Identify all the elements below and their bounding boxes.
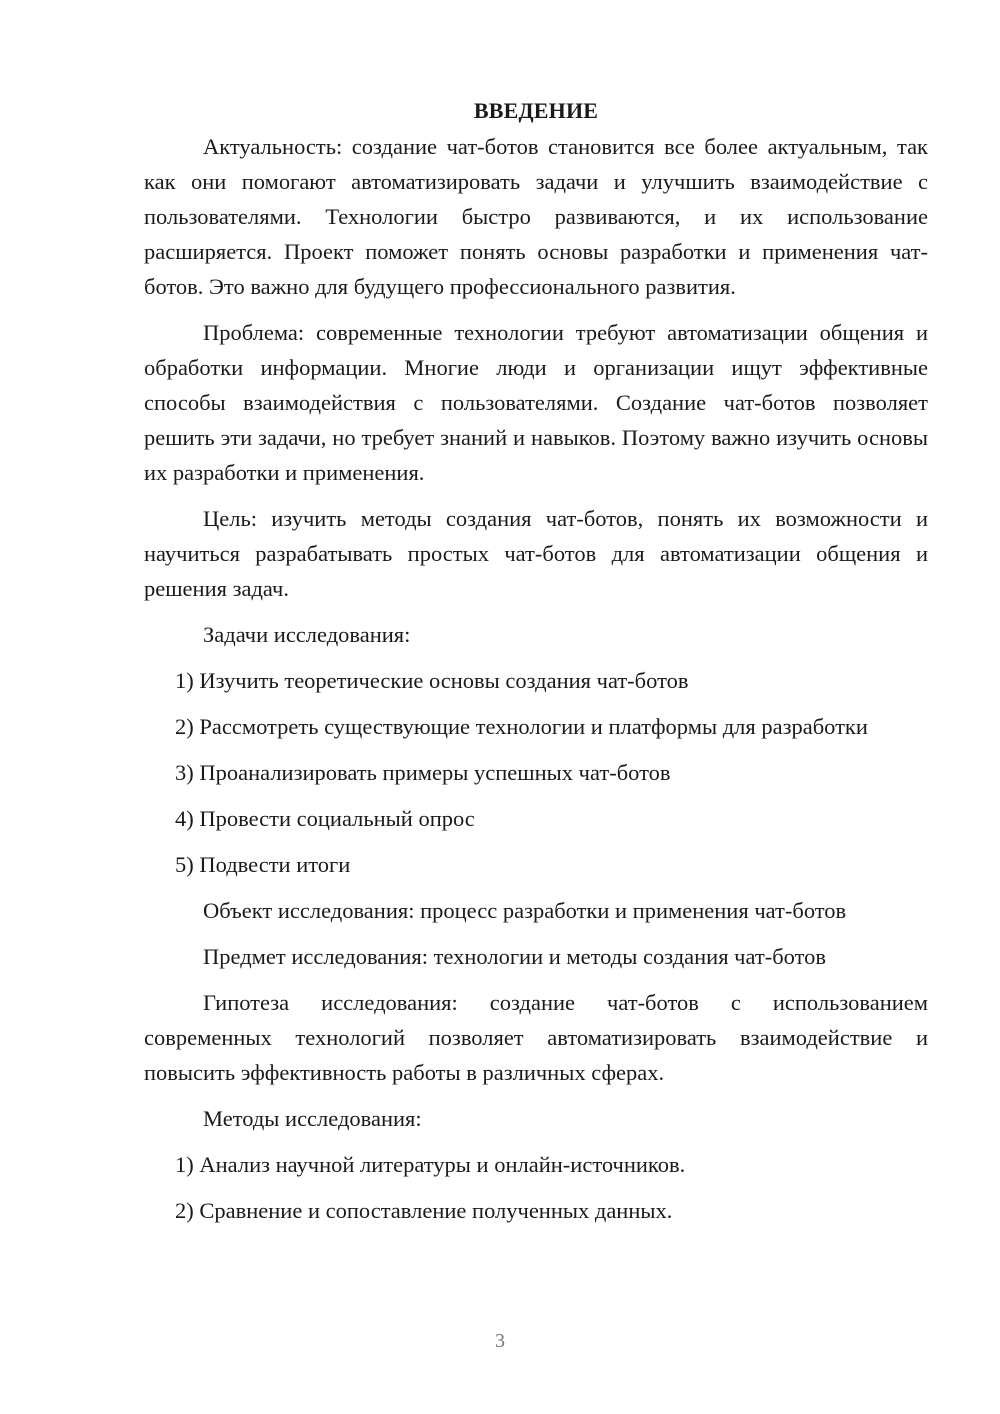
paragraph-goal: Цель: изучить методы создания чат-ботов, понять их возможности и научиться разрабатывать простых чат-ботов для автоматизации общения и решения задач. xyxy=(144,506,928,601)
paragraph-subject: Предмет исследования: технологии и методы создания чат-ботов xyxy=(203,944,827,969)
paragraph-tasks-heading: Задачи исследования: xyxy=(203,622,411,647)
method-item-2: 2) Сравнение и сопоставление полученных данных. xyxy=(175,1198,673,1223)
task-item-2: 2) Рассмотреть существующие технологии и платформы для разработки xyxy=(175,714,868,739)
task-item-5: 5) Подвести итоги xyxy=(175,852,351,877)
paragraph-methods-heading: Методы исследования: xyxy=(203,1106,422,1131)
paragraph-hypothesis: Гипотеза исследования: создание чат-ботов с использованием современных технологий позволяет автоматизировать взаимодействие и повысить эффективность работы в различных сферах. xyxy=(144,990,928,1085)
method-item-1: 1) Анализ научной литературы и онлайн-источников. xyxy=(175,1152,686,1177)
section-title: ВВЕДЕНИЕ xyxy=(473,98,599,123)
paragraph-object: Объект исследования: процесс разработки и применения чат-ботов xyxy=(203,898,847,923)
page-number: 3 xyxy=(495,1330,505,1352)
paragraph-problem: Проблема: современные технологии требуют автоматизации общения и обработки информации. Многие люди и организации ищут эффективные способы взаимодействия с пользователями. Создание чат-ботов позволяет решить эти задачи, но требует знаний и навыков. Поэтому важно изучить основы их разработки и применения. xyxy=(144,320,928,485)
task-item-4: 4) Провести социальный опрос xyxy=(175,806,475,831)
task-item-3: 3) Проанализировать примеры успешных чат-ботов xyxy=(175,760,671,785)
paragraph-relevance: Актуальность: создание чат-ботов становится все более актуальным, так как они помогают автоматизировать задачи и улучшить взаимодействие с пользователями. Технологии быстро развиваются, и их использование расширяется. Проект поможет понять основы разработки и применения чат-ботов. Это важно для будущего профессионального развития. xyxy=(144,134,928,299)
task-item-1: 1) Изучить теоретические основы создания чат-ботов xyxy=(175,668,689,693)
document-body xyxy=(144,94,928,1239)
